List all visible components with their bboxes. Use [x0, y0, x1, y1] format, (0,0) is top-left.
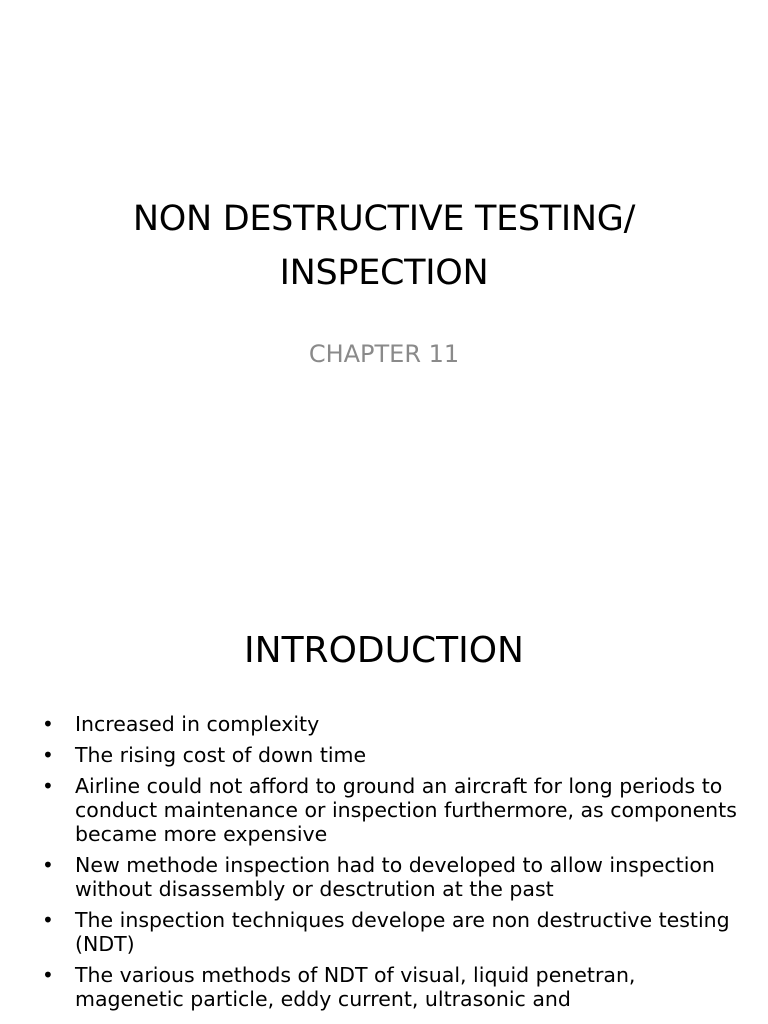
list-item [40, 743, 740, 767]
slide-subtitle: CHAPTER 11 [308, 340, 460, 368]
list-item-text: Airline could not afford to ground an aircraft for long periods to conduct maintenance or inspection furthermore, as components became more expensive [75, 774, 737, 846]
list-item [40, 853, 740, 901]
introduction-title: INTRODUCTION [244, 630, 524, 671]
list-item [40, 712, 740, 736]
bullet-icon: • [42, 743, 54, 767]
slide-title-line-2: INSPECTION [279, 253, 489, 293]
bullet-icon: • [42, 774, 54, 798]
slide-title [60, 192, 708, 300]
list-item-text: Increased in complexity [75, 712, 320, 736]
slide-title-line-1: NON DESTRUCTIVE TESTING/ [132, 199, 636, 239]
introduction-slide [0, 576, 768, 1024]
list-item [40, 774, 740, 846]
list-item [40, 908, 740, 956]
list-item [40, 963, 740, 1011]
list-item-text: The various methods of NDT of visual, liquid penetran, magenetic particle, eddy current, ultrasonic and [75, 963, 636, 1011]
bullet-list [40, 712, 740, 1018]
bullet-icon: • [42, 908, 54, 932]
bullet-icon: • [42, 853, 54, 877]
list-item-text: The rising cost of down time [75, 743, 367, 767]
list-item-text: The inspection techniques develope are non destructive testing (NDT) [75, 908, 730, 956]
bullet-icon: • [42, 963, 54, 987]
list-item-text: New methode inspection had to developed to allow inspection without disassembly or desctrution at the past [75, 853, 715, 901]
bullet-icon: • [42, 712, 54, 736]
